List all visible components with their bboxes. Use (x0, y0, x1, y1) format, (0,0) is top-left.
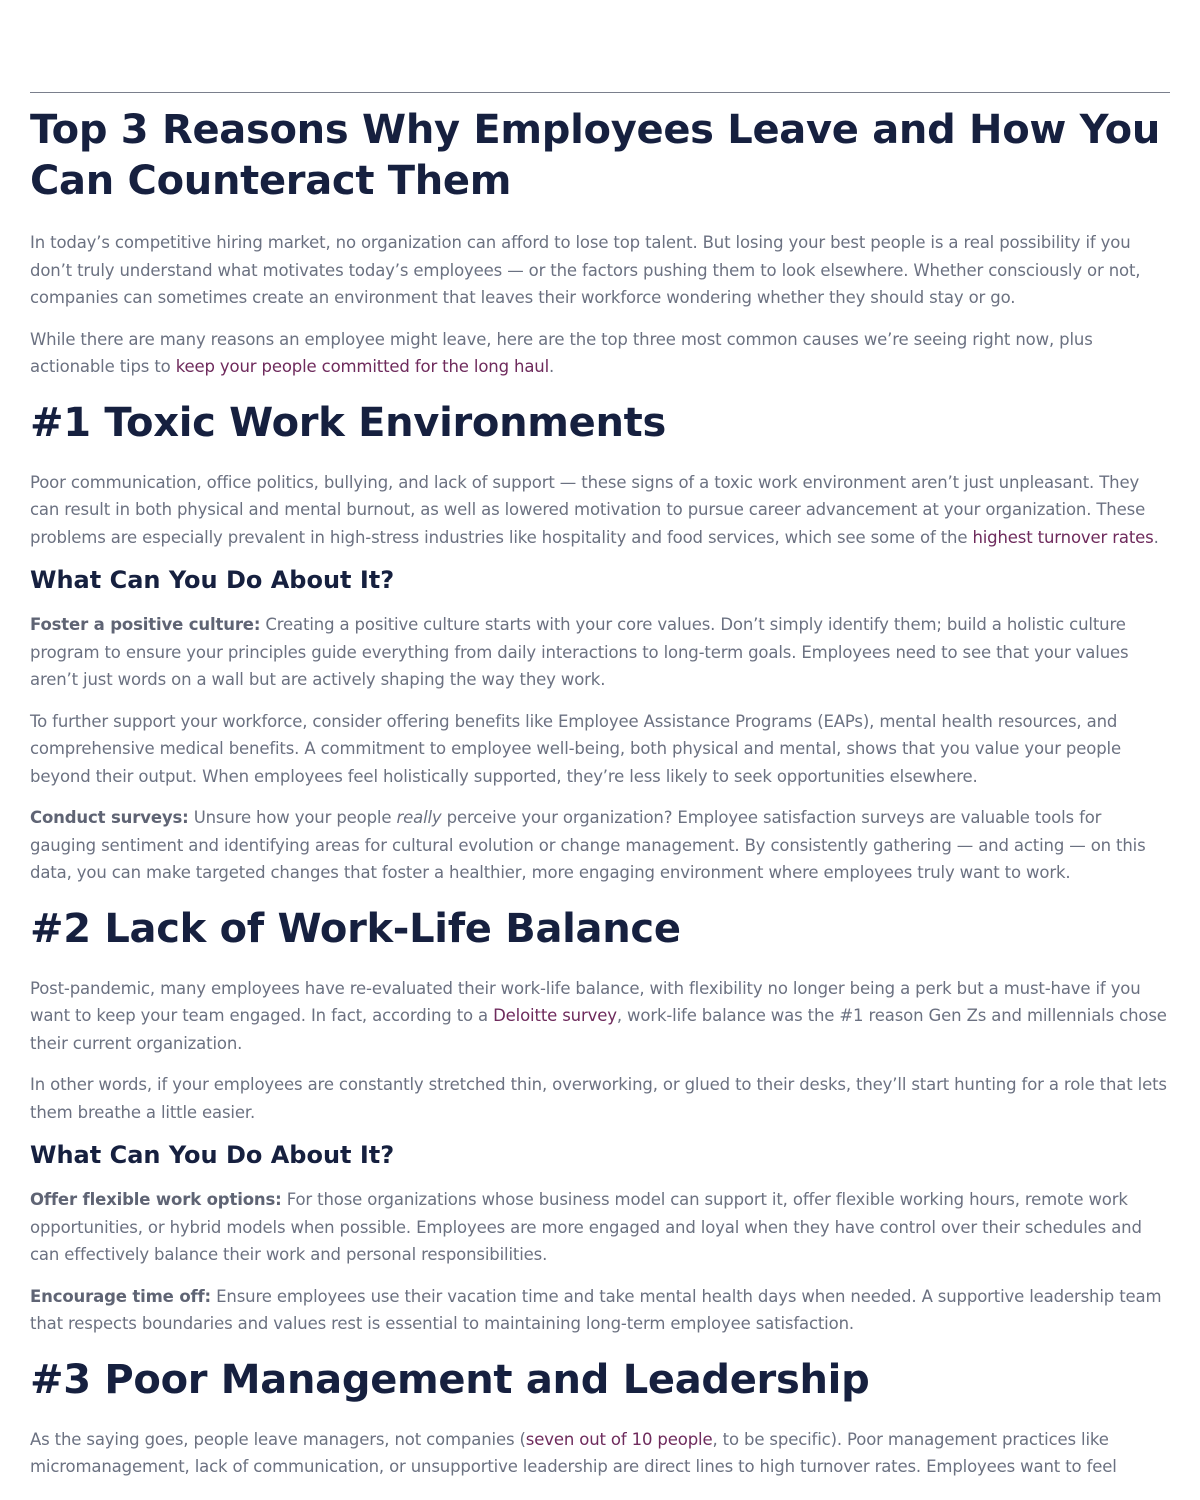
tip-label: Offer flexible work options: (30, 1190, 282, 1209)
section-1-text: Poor communication, office politics, bullying, and lack of support — these signs of a toxic work environment aren’t just unpleasant. They can result in both physical and mental burnout, as well as lowered motivation to pursue career advancement at your organization. These problems are especially prevalent in high-stress industries like hospitality and food services, which see some of the (30, 472, 1146, 547)
tip-label: Foster a positive culture: (30, 615, 261, 634)
tip-text: For those organizations whose business model can support it, offer flexible working hours, remote work opportunities, or hybrid models when possible. Employees are more engaged and loyal when they have control over their schedules and can effectively balance their work and personal responsibilities. (30, 1190, 1142, 1264)
tip-label: Encourage time off: (30, 1286, 212, 1306)
section-2-paragraph-1 (30, 975, 1170, 1058)
intro-text: While there are many reasons an employee might leave, here are the top three most common causes we’re seeing right now, plus actionable tips to (30, 329, 1093, 376)
seven-out-of-ten-link[interactable]: seven out of 10 people (525, 1429, 713, 1449)
tip-emphasis: really (396, 808, 442, 827)
highest-turnover-rates-link[interactable]: highest turnover rates (972, 527, 1154, 547)
tip-time-off (30, 1283, 1170, 1338)
section-3-text: As the saying goes, people leave managers, not companies ( (30, 1429, 526, 1449)
deloitte-survey-link[interactable]: Deloitte survey (493, 1006, 617, 1025)
tip-text: Creating a positive culture starts with your core values. Don’t simply identify them; build a holistic culture program to ensure your principles guide everything from daily interactions to long-term goals. Employees need to see that your values aren’t just words on a wall but are actively shaping the way they work. (30, 615, 1129, 689)
section-3-text-end: , to be specific). Poor management practices like micromanagement, lack of communication, or unsupportive leadership are direct lines to high turnover rates. Employees want to feel (30, 1429, 1117, 1476)
section-2-subheading: What Can You Do About It? (30, 1141, 395, 1169)
tip-label: Conduct surveys: (30, 808, 189, 827)
section-1-text-end: . (1153, 527, 1159, 547)
tip-text-end: perceive your organization? Employee satisfaction surveys are valuable tools for gauging sentiment and identifying areas for cultural evolution or change management. By consistently gathering — and acting — on this data, you can make targeted changes that foster a healthier, more engaging environment where employees truly want to work. (30, 808, 1146, 882)
article-title: Top 3 Reasons Why Employees Leave and How You Can Counteract Them (30, 107, 1161, 204)
section-1-paragraph (30, 469, 1170, 552)
section-heading-poor-management: #3 Poor Management and Leadership (30, 1356, 870, 1403)
section-heading-toxic-work: #1 Toxic Work Environments (30, 399, 666, 446)
tip-foster-positive-culture (30, 611, 1170, 694)
tip-text: Ensure employees use their vacation time and take mental health days when needed. A supportive leadership team that respects boundaries and values rest is essential to maintaining long-term employee satisfaction. (30, 1286, 1162, 1333)
tip-conduct-surveys (30, 804, 1170, 887)
tip-benefits-paragraph: To further support your workforce, consider offering benefits like Employee Assistance Programs (EAPs), mental health resources, and comprehensive medical benefits. A commitment to employee well-being, both physical and mental, shows that you value your people beyond their output. When employees feel holistically supported, they’re less likely to seek opportunities elsewhere. (30, 711, 1121, 786)
intro-paragraph-2 (30, 326, 1170, 381)
committed-long-haul-link[interactable]: keep your people committed for the long haul (175, 357, 550, 376)
top-divider (30, 92, 1170, 93)
section-2-paragraph-2: In other words, if your employees are constantly stretched thin, overworking, or glued to their desks, they’ll start hunting for a role that lets them breathe a little easier. (30, 1075, 1167, 1122)
section-2-text-end: , work-life balance was the #1 reason Gen Zs and millennials chose their current organization. (30, 1006, 1167, 1053)
article (30, 92, 1170, 1481)
tip-flexible-work (30, 1186, 1170, 1269)
section-2-text: Post-pandemic, many employees have re-evaluated their work-life balance, with flexibility no longer being a perk but a must-have if you want to keep your team engaged. In fact, according to a (30, 978, 1141, 1025)
intro-text-end: . (549, 357, 555, 376)
section-1-subheading: What Can You Do About It? (30, 566, 395, 594)
intro-paragraph-1: In today’s competitive hiring market, no organization can afford to lose top talent. But losing your best people is a real possibility if you don’t truly understand what motivates today’s employees — or the factors pushing them to look elsewhere. Whether consciously or not, companies can sometimes create an environment that leaves their workforce wondering whether they should stay or go. (30, 233, 1141, 307)
section-heading-work-life-balance: #2 Lack of Work-Life Balance (30, 905, 681, 952)
section-3-paragraph-1 (30, 1426, 1170, 1481)
tip-text: Unsure how your people (188, 808, 397, 827)
